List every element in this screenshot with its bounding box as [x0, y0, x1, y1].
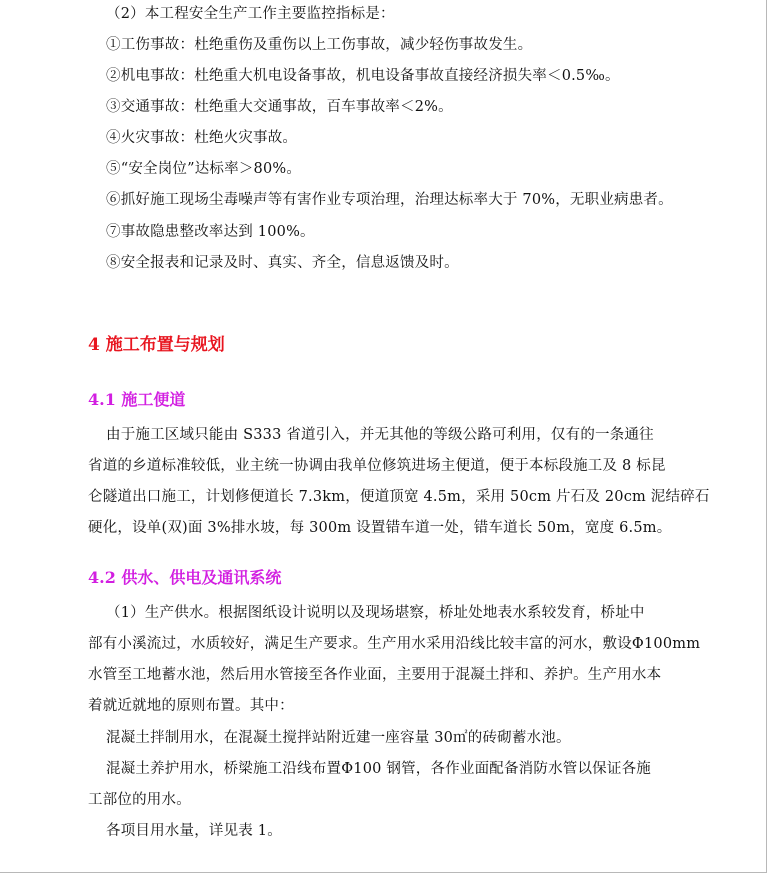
section-heading-4-1: 4.1 施工便道 — [88, 390, 186, 409]
indicator-item-3: ③交通事故：杜绝重大交通事故，百车事故率＜2%。 — [106, 99, 453, 115]
chapter-heading: 4 施工布置与规划 — [88, 335, 225, 355]
section-4-2-para1-line-1: （1）生产供水。根据图纸设计说明以及现场堪察，桥址处地表水系较发育，桥址中 — [106, 605, 645, 621]
section-4-2-para3-line-2: 工部位的用水。 — [88, 792, 191, 808]
section-heading-4-2: 4.2 供水、供电及通讯系统 — [88, 568, 282, 587]
indicator-item-8: ⑧安全报表和记录及时、真实、齐全，信息返馈及时。 — [106, 255, 459, 271]
section-4-2-para1-line-3: 水管至工地蓄水池，然后用水管接至各作业面，主要用于混凝土拌和、养护。生产用水本 — [88, 667, 662, 683]
indicator-item-1: ①工伤事故：杜绝重伤及重伤以上工伤事故，减少轻伤事故发生。 — [106, 37, 533, 53]
section-4-2-para3-line-1: 混凝土养护用水，桥梁施工沿线布置Φ100 钢管，各作业面配备消防水管以保证各施 — [106, 761, 651, 777]
section-intro: （2）本工程安全生产工作主要监控指标是： — [106, 6, 395, 22]
indicator-item-6: ⑥抓好施工现场尘毒噪声等有害作业专项治理，治理达标率大于 70%，无职业病患者。 — [106, 192, 673, 208]
section-4-2-para1-line-2: 部有小溪流过，水质较好，满足生产要求。生产用水采用沿线比较丰富的河水，敷设Φ100mm — [88, 636, 701, 652]
section-4-1-line-3: 仑隧道出口施工，计划修便道长 7.3km，便道顶宽 4.5m，采用 50cm 片石及 20cm 泥结碎石 — [88, 489, 710, 505]
section-4-2-para1-line-4: 着就近就地的原则布置。其中： — [88, 698, 294, 714]
indicator-item-2: ②机电事故：杜绝重大机电设备事故，机电设备事故直接经济损失率＜0.5‰。 — [106, 68, 620, 84]
section-4-1-line-2: 省道的乡道标准较低，业主统一协调由我单位修筑进场主便道，便于本标段施工及 8 标昆 — [88, 458, 666, 474]
indicator-item-5: ⑤“安全岗位”达标率＞80%。 — [106, 161, 302, 177]
section-4-2-para4: 各项目用水量，详见表 1。 — [106, 823, 282, 839]
section-4-1-line-4: 硬化，设单(双)面 3%排水坡，每 300m 设置错车道一处，错车道长 50m，宽度 6.5m。 — [88, 520, 672, 536]
indicator-item-7: ⑦事故隐患整改率达到 100%。 — [106, 224, 315, 240]
section-4-2-para2: 混凝土拌制用水，在混凝土搅拌站附近建一座容量 30㎡的砖砌蓄水池。 — [106, 730, 571, 746]
indicator-item-4: ④火灾事故：杜绝火灾事故。 — [106, 130, 298, 146]
section-4-1-line-1: 由于施工区域只能由 S333 省道引入，并无其他的等级公路可利用，仅有的一条通往 — [106, 427, 654, 443]
page-border-bottom — [0, 872, 767, 873]
page-border-right — [766, 0, 767, 872]
